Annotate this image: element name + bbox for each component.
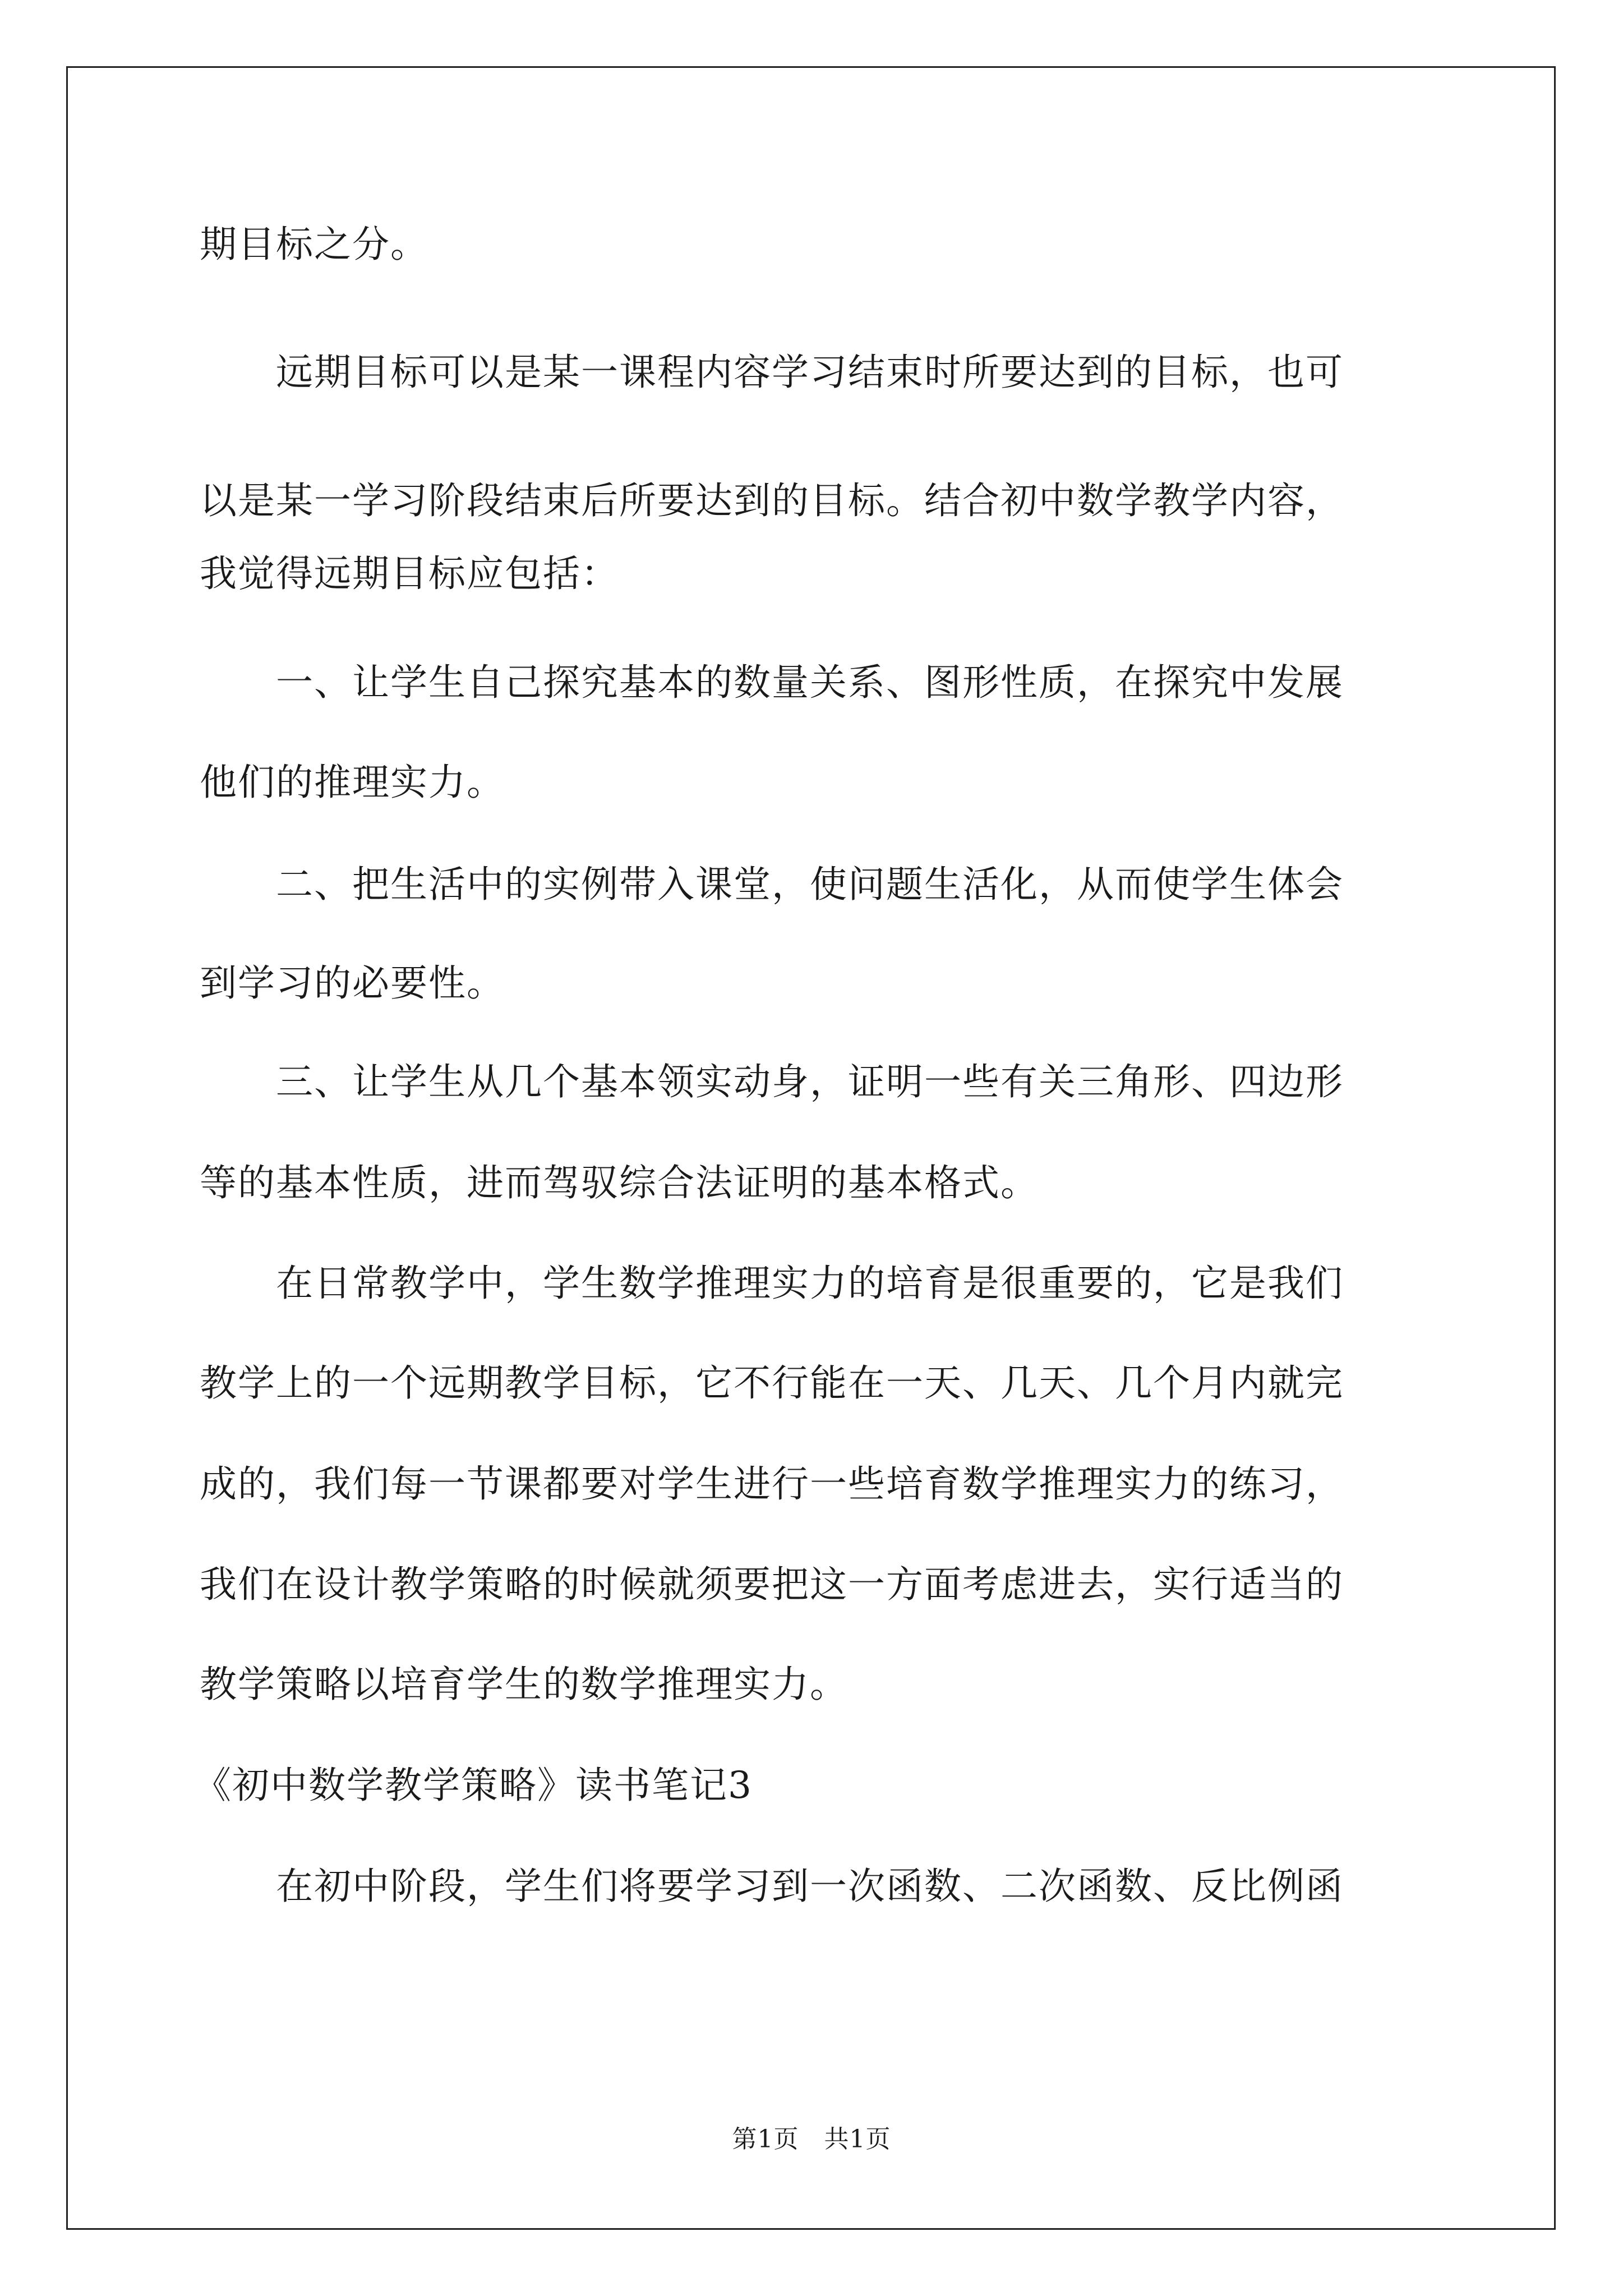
paragraph-line: 他们的推理实力。 bbox=[200, 761, 505, 804]
paragraph-line: 期目标之分。 bbox=[200, 223, 428, 266]
paragraph-line: 我们在设计教学策略的时候就须要把这一方面考虑进去，实行适当的 bbox=[200, 1563, 1344, 1606]
paragraph-line: 以是某一学习阶段结束后所要达到的目标。结合初中数学教学内容， bbox=[200, 479, 1344, 522]
paragraph-line: 到学习的必要性。 bbox=[200, 961, 505, 1005]
paragraph-line: 三、让学生从几个基本领实动身，证明一些有关三角形、四边形 bbox=[200, 1060, 1344, 1103]
section-heading: 《初中数学教学策略》读书笔记3 bbox=[194, 1764, 753, 1807]
paragraph-line: 教学上的一个远期教学目标，它不行能在一天、几天、几个月内就完 bbox=[200, 1361, 1344, 1405]
paragraph-line: 远期目标可以是某一课程内容学习结束时所要达到的目标，也可 bbox=[200, 351, 1344, 394]
paragraph-line: 我觉得远期目标应包括： bbox=[200, 552, 619, 595]
paragraph-line: 在日常教学中，学生数学推理实力的培育是很重要的，它是我们 bbox=[200, 1262, 1344, 1305]
paragraph-line: 一、让学生自己探究基本的数量关系、图形性质，在探究中发展 bbox=[200, 661, 1344, 704]
paragraph-line: 二、把生活中的实例带入课堂，使问题生活化，从而使学生体会 bbox=[200, 863, 1344, 906]
page-footer: 第1页 共1页 bbox=[732, 2125, 891, 2154]
paragraph-line: 在初中阶段，学生们将要学习到一次函数、二次函数、反比例函 bbox=[200, 1865, 1344, 1908]
paragraph-line: 成的，我们每一节课都要对学生进行一些培育数学推理实力的练习， bbox=[200, 1462, 1344, 1506]
paragraph-line: 等的基本性质，进而驾驭综合法证明的基本格式。 bbox=[200, 1161, 1039, 1204]
paragraph-line: 教学策略以培育学生的数学推理实力。 bbox=[200, 1663, 848, 1706]
